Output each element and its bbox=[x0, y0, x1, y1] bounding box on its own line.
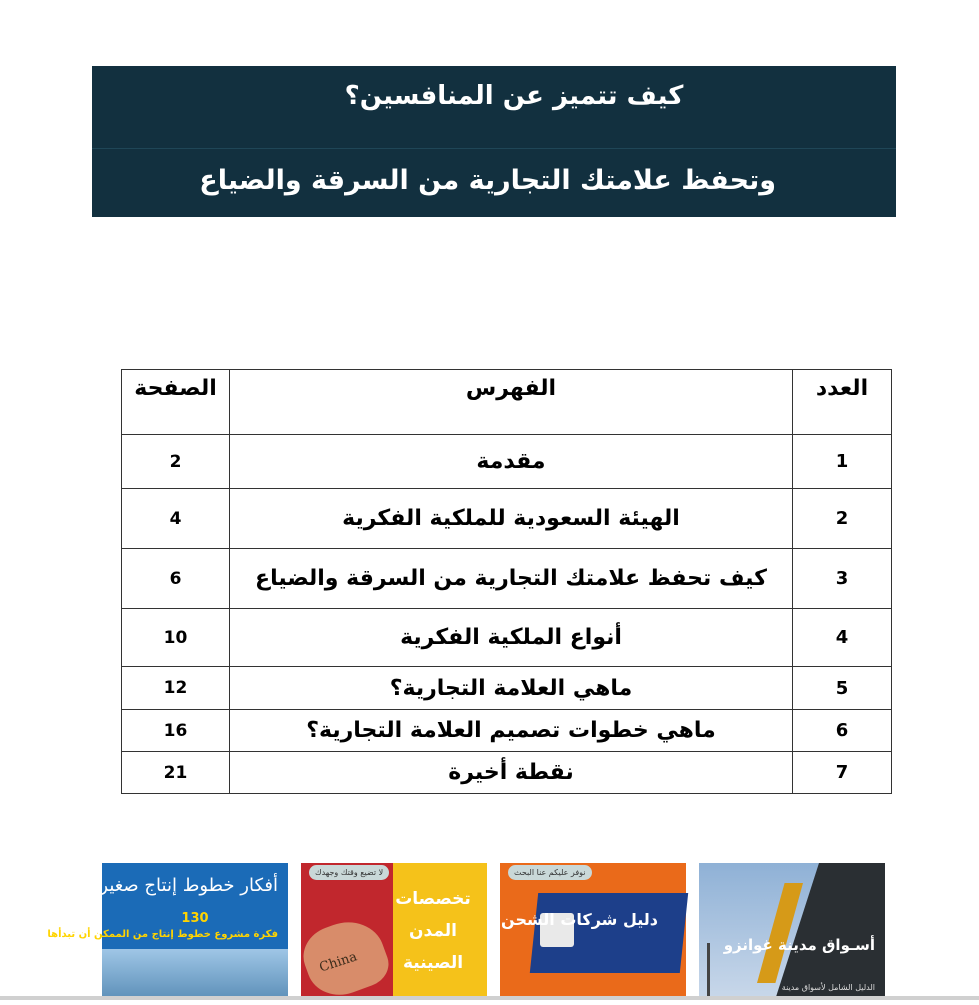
map-image bbox=[301, 863, 393, 1000]
table-of-contents bbox=[121, 369, 892, 794]
toc-row-page: 6 bbox=[122, 549, 230, 609]
table-row[interactable] bbox=[122, 710, 892, 752]
table-row[interactable] bbox=[122, 609, 892, 667]
thumbnail-shipping-guide[interactable] bbox=[500, 863, 686, 1000]
toc-row-page: 4 bbox=[122, 489, 230, 549]
table-row[interactable] bbox=[122, 489, 892, 549]
thumbnail-title: أسـواق مدينة غوانزو bbox=[723, 936, 875, 954]
table-row[interactable] bbox=[122, 549, 892, 609]
factory-image bbox=[102, 949, 288, 1000]
table-row[interactable] bbox=[122, 435, 892, 489]
tower-icon bbox=[707, 943, 710, 1000]
toc-row-title[interactable]: كيف تحفظ علامتك التجارية من السرقة والضياع bbox=[230, 549, 793, 609]
toc-row-number: 3 bbox=[793, 549, 892, 609]
toc-row-title[interactable]: مقدمة bbox=[230, 435, 793, 489]
toc-row-title[interactable]: ماهي العلامة التجارية؟ bbox=[230, 667, 793, 710]
toc-row-number: 1 bbox=[793, 435, 892, 489]
toc-row-title[interactable]: أنواع الملكية الفكرية bbox=[230, 609, 793, 667]
thumbnail-badge: نوفر عليكم عنا البحث bbox=[508, 865, 592, 880]
related-thumbnails bbox=[0, 863, 979, 1000]
thumbnail-subtitle: فكرة مشروع خطوط إنتاج من الممكن أن تبدأها bbox=[47, 929, 278, 940]
toc-row-number: 7 bbox=[793, 752, 892, 794]
toc-row-title[interactable]: الهيئة السعودية للملكية الفكرية bbox=[230, 489, 793, 549]
toc-row-number: 4 bbox=[793, 609, 892, 667]
thumbnail-production-lines[interactable] bbox=[47, 863, 288, 1000]
table-row[interactable] bbox=[122, 752, 892, 794]
toc-row-page: 2 bbox=[122, 435, 230, 489]
thumbnail-title: تخصصات المدن الصينية bbox=[395, 889, 471, 973]
toc-row-number: 5 bbox=[793, 667, 892, 710]
toc-header-number: العدد bbox=[793, 370, 892, 435]
title-banner bbox=[92, 66, 896, 217]
banner-heading: كيف تتميز عن المنافسين؟ bbox=[344, 81, 684, 111]
map-label: China bbox=[317, 949, 359, 976]
toc-header-index: الفهرس bbox=[230, 370, 793, 435]
page-bottom-divider bbox=[0, 996, 979, 1000]
toc-row-page: 16 bbox=[122, 710, 230, 752]
thumbnail-title: أفكار خطوط إنتاج صغيرة bbox=[89, 875, 278, 896]
thumbnail-subtitle: الدليل الشامل لأسواق مدينة bbox=[781, 983, 875, 992]
thumbnail-number: 130 bbox=[181, 911, 209, 926]
toc-header-row bbox=[122, 370, 892, 435]
table-row[interactable] bbox=[122, 667, 892, 710]
thumbnail-chinese-cities[interactable] bbox=[301, 863, 487, 1000]
banner-divider bbox=[92, 148, 896, 149]
toc-row-number: 2 bbox=[793, 489, 892, 549]
toc-row-number: 6 bbox=[793, 710, 892, 752]
thumbnail-badge: لا تضيع وقتك وجهدك bbox=[309, 865, 389, 880]
banner-subheading: وتحفظ علامتك التجارية من السرقة والضياع bbox=[199, 165, 776, 196]
toc-row-page: 21 bbox=[122, 752, 230, 794]
toc-row-title[interactable]: ماهي خطوات تصميم العلامة التجارية؟ bbox=[230, 710, 793, 752]
toc-row-page: 10 bbox=[122, 609, 230, 667]
toc-header-page: الصفحة bbox=[122, 370, 230, 435]
thumbnail-title: دليل شركات الشحن bbox=[501, 910, 658, 929]
thumbnail-guangzhou-markets[interactable] bbox=[699, 863, 885, 1000]
toc-row-title[interactable]: نقطة أخيرة bbox=[230, 752, 793, 794]
toc-row-page: 12 bbox=[122, 667, 230, 710]
